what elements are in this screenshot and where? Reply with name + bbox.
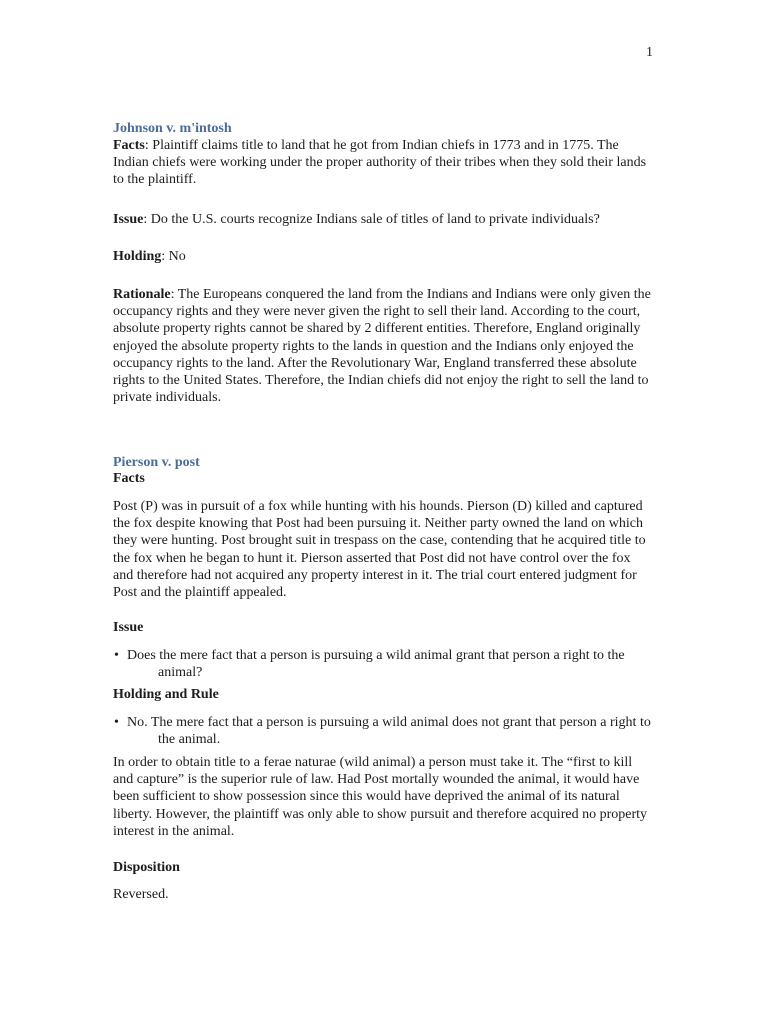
- issue-bullet-text: Does the mere fact that a person is pursuing a wild animal grant that person a right to the animal?: [127, 648, 625, 681]
- rationale-label: Rationale: [113, 287, 171, 302]
- page-number: 1: [646, 45, 653, 60]
- case-title-pierson: Pierson v. post: [113, 455, 200, 470]
- disposition-text: Reversed.: [113, 887, 169, 902]
- issue-text: : Do the U.S. courts recognize Indians sale of titles of land to private individuals?: [143, 212, 600, 227]
- bullet-icon: •: [114, 715, 119, 730]
- issue-bullet: [113, 647, 653, 681]
- issue-paragraph: [113, 211, 653, 228]
- holding-paragraph: [113, 248, 653, 265]
- disposition-heading: Disposition: [113, 860, 180, 875]
- facts-text: : Plaintiff claims title to land that he got from Indian chiefs in 1773 and in 1775. The Indian chiefs were working under the proper authority of their tribes when they sold their lands to the plaintiff.: [113, 138, 647, 188]
- issue-label: Issue: [113, 212, 144, 227]
- issue-heading: Issue: [113, 620, 144, 635]
- rationale-paragraph: [113, 286, 653, 406]
- holding-label: Holding: [113, 249, 162, 264]
- holding-bullet: [113, 714, 653, 748]
- holding-text: : No: [161, 249, 186, 264]
- facts-label: Facts: [113, 138, 145, 153]
- case-title-johnson: Johnson v. m'intosh: [113, 121, 232, 136]
- rationale-text: : The Europeans conquered the land from the Indians and Indians were only given the occupancy rights and they were never given the right to sell their land. According to the court, absolute property rights cannot be shared by 2 different entities. Therefore, England originally enjoyed the absolute property rights to the lands in question and the Indians only enjoyed the occupancy rights to the land. After the Revolutionary War, England transferred these absolute rights to the United States. Therefore, the Indian chiefs did not enjoy the right to sell the land to private individuals.: [113, 287, 651, 406]
- holding-rule-heading: Holding and Rule: [113, 687, 219, 702]
- bullet-icon: •: [114, 648, 119, 663]
- facts-body: Post (P) was in pursuit of a fox while hunting with his hounds. Pierson (D) killed and captured the fox despite knowing that Post had been pursuing it. Neither party owned the land on which they were hunting. Post brought suit in trespass on the case, contending that he acquired title to the fox when he began to hunt it. Pierson asserted that Post did not have control over the fox and therefore had not acquired any property interest in it. The trial court entered judgment for Post and the plaintiff appealed.: [113, 499, 646, 601]
- facts-heading: Facts: [113, 471, 145, 486]
- rule-paragraph: In order to obtain title to a ferae naturae (wild animal) a person must take it. The “first to kill and capture” is the superior rule of law. Had Post mortally wounded the animal, it would have been sufficient to show possession since this would have deprived the animal of its natural liberty. However, the plaintiff was only able to show pursuit and therefore acquired no property interest in the animal.: [113, 755, 648, 839]
- holding-bullet-text: No. The mere fact that a person is pursuing a wild animal does not grant that person a right to the animal.: [127, 715, 651, 748]
- facts-paragraph: [113, 137, 653, 189]
